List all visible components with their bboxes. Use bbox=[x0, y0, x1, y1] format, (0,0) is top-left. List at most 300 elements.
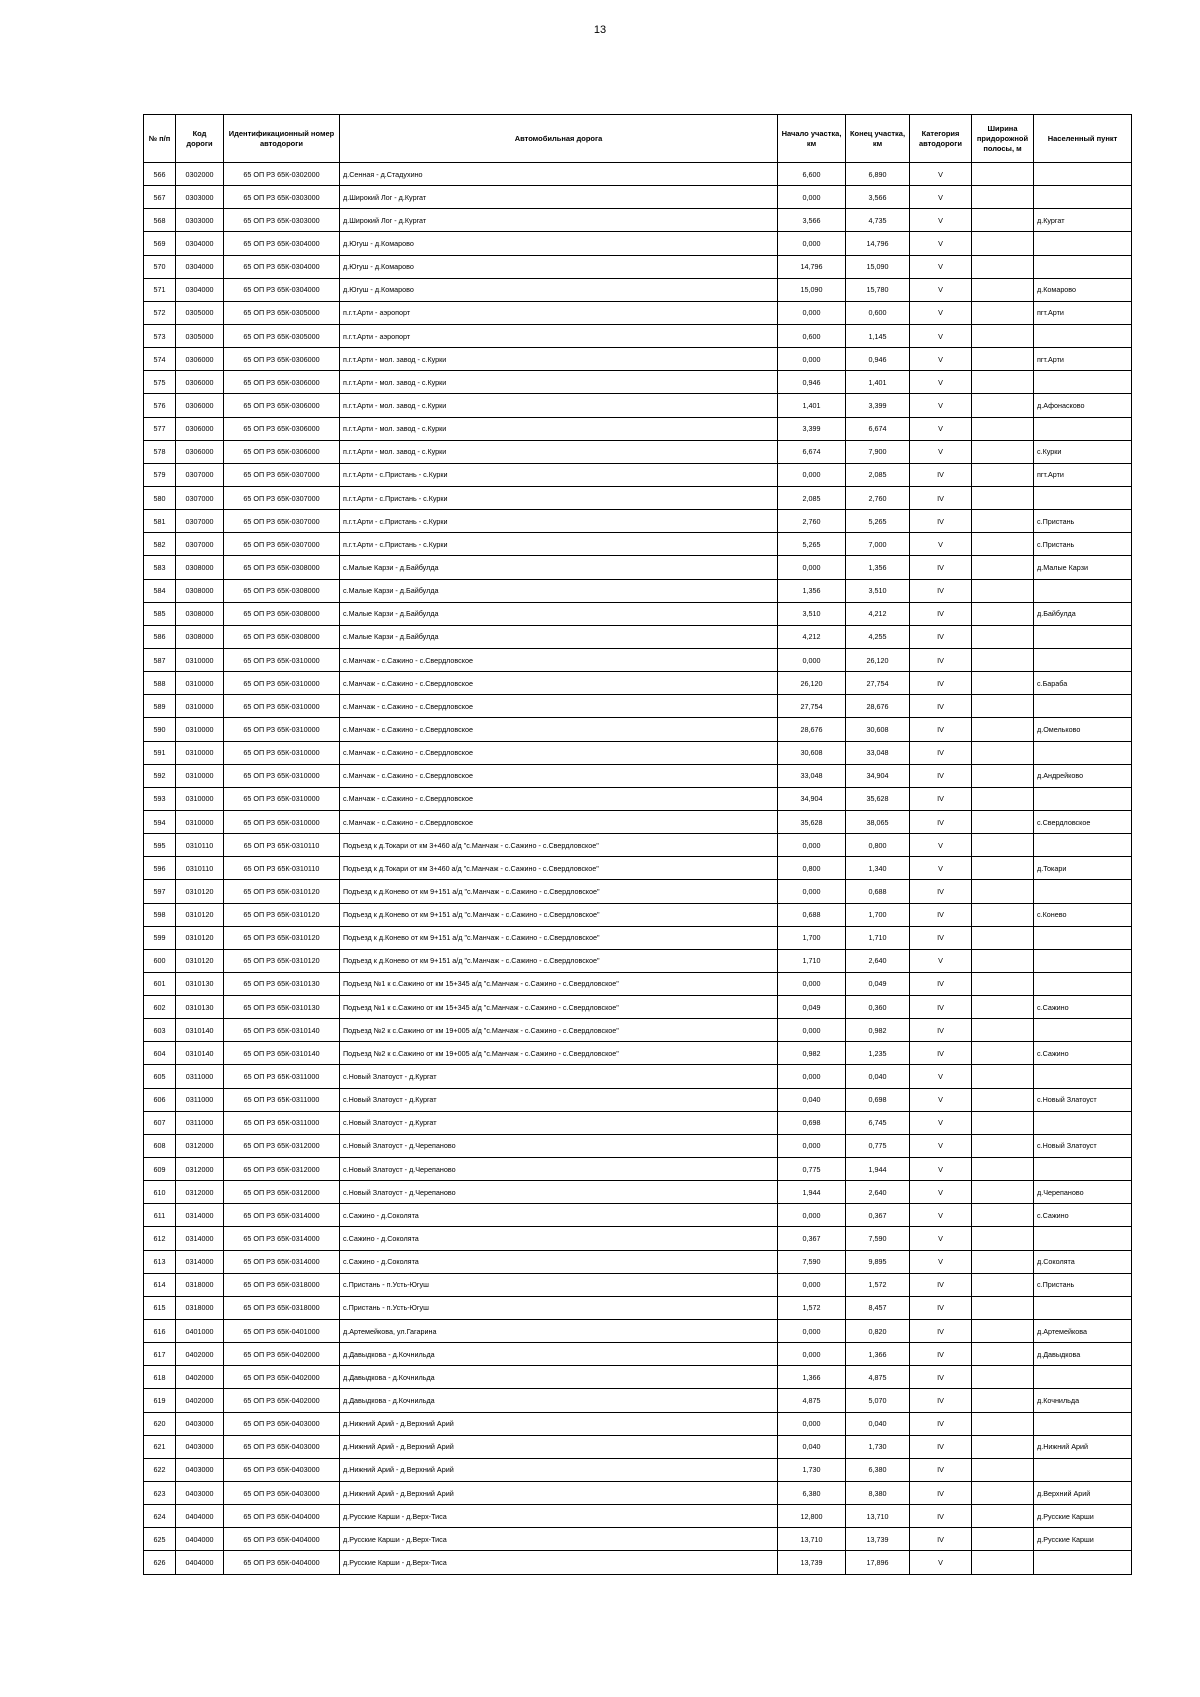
cell-settlement: д.Соколята bbox=[1034, 1250, 1132, 1273]
cell-road-id: 65 ОП РЗ 65К-0307000 bbox=[224, 463, 340, 486]
cell-road-id: 65 ОП РЗ 65К-0401000 bbox=[224, 1320, 340, 1343]
cell-settlement bbox=[1034, 1296, 1132, 1319]
cell-category: V bbox=[910, 1158, 972, 1181]
cell-roadside-width bbox=[972, 648, 1034, 671]
cell-end-km: 14,796 bbox=[846, 232, 910, 255]
cell-roadside-width bbox=[972, 926, 1034, 949]
cell-road-name: п.г.т.Арти - с.Пристань - с.Курки bbox=[340, 533, 778, 556]
cell-category: V bbox=[910, 232, 972, 255]
cell-road-code: 0303000 bbox=[176, 209, 224, 232]
cell-road-id: 65 ОП РЗ 65К-0310120 bbox=[224, 880, 340, 903]
cell-road-name: д.Широкий Лог - д.Кургат bbox=[340, 186, 778, 209]
cell-start-km: 35,628 bbox=[778, 810, 846, 833]
cell-road-id: 65 ОП РЗ 65К-0310000 bbox=[224, 810, 340, 833]
table-row bbox=[144, 996, 1132, 1019]
cell-road-name: Подъезд к д.Конево от км 9+151 а/д "с.Манчаж - с.Сажино - с.Свердловское" bbox=[340, 949, 778, 972]
cell-road-id: 65 ОП РЗ 65К-0304000 bbox=[224, 255, 340, 278]
cell-end-km: 2,085 bbox=[846, 463, 910, 486]
cell-row-number: 615 bbox=[144, 1296, 176, 1319]
cell-start-km: 30,608 bbox=[778, 741, 846, 764]
cell-row-number: 625 bbox=[144, 1528, 176, 1551]
cell-end-km: 3,510 bbox=[846, 579, 910, 602]
cell-settlement bbox=[1034, 880, 1132, 903]
cell-category: IV bbox=[910, 810, 972, 833]
cell-end-km: 1,356 bbox=[846, 556, 910, 579]
cell-roadside-width bbox=[972, 949, 1034, 972]
cell-row-number: 603 bbox=[144, 1019, 176, 1042]
cell-start-km: 2,760 bbox=[778, 510, 846, 533]
cell-road-id: 65 ОП РЗ 65К-0310130 bbox=[224, 996, 340, 1019]
cell-road-id: 65 ОП РЗ 65К-0403000 bbox=[224, 1435, 340, 1458]
cell-settlement: с.Сажино bbox=[1034, 1204, 1132, 1227]
cell-category: IV bbox=[910, 926, 972, 949]
table-row bbox=[144, 880, 1132, 903]
table-row bbox=[144, 533, 1132, 556]
cell-roadside-width bbox=[972, 764, 1034, 787]
cell-end-km: 0,698 bbox=[846, 1088, 910, 1111]
table-row bbox=[144, 232, 1132, 255]
table-row bbox=[144, 1458, 1132, 1481]
cell-roadside-width bbox=[972, 1227, 1034, 1250]
cell-roadside-width bbox=[972, 1551, 1034, 1574]
cell-settlement bbox=[1034, 1227, 1132, 1250]
cell-end-km: 38,065 bbox=[846, 810, 910, 833]
cell-road-id: 65 ОП РЗ 65К-0402000 bbox=[224, 1389, 340, 1412]
cell-end-km: 0,367 bbox=[846, 1204, 910, 1227]
cell-category: IV bbox=[910, 510, 972, 533]
cell-row-number: 586 bbox=[144, 625, 176, 648]
cell-start-km: 28,676 bbox=[778, 718, 846, 741]
cell-end-km: 0,820 bbox=[846, 1320, 910, 1343]
table-row bbox=[144, 255, 1132, 278]
cell-roadside-width bbox=[972, 996, 1034, 1019]
cell-end-km: 7,590 bbox=[846, 1227, 910, 1250]
table-row bbox=[144, 1019, 1132, 1042]
cell-roadside-width bbox=[972, 1134, 1034, 1157]
cell-road-name: с.Манчаж - с.Сажино - с.Свердловское bbox=[340, 764, 778, 787]
cell-row-number: 622 bbox=[144, 1458, 176, 1481]
table-row bbox=[144, 695, 1132, 718]
cell-settlement: д.Русские Карши bbox=[1034, 1528, 1132, 1551]
cell-road-name: с.Сажино - д.Соколята bbox=[340, 1227, 778, 1250]
cell-start-km: 1,730 bbox=[778, 1458, 846, 1481]
cell-row-number: 607 bbox=[144, 1111, 176, 1134]
cell-road-id: 65 ОП РЗ 65К-0303000 bbox=[224, 209, 340, 232]
cell-road-id: 65 ОП РЗ 65К-0403000 bbox=[224, 1482, 340, 1505]
cell-road-id: 65 ОП РЗ 65К-0404000 bbox=[224, 1528, 340, 1551]
cell-road-id: 65 ОП РЗ 65К-0312000 bbox=[224, 1134, 340, 1157]
cell-end-km: 13,710 bbox=[846, 1505, 910, 1528]
table-row bbox=[144, 672, 1132, 695]
cell-category: V bbox=[910, 949, 972, 972]
cell-row-number: 624 bbox=[144, 1505, 176, 1528]
cell-road-id: 65 ОП РЗ 65К-0310130 bbox=[224, 972, 340, 995]
cell-road-id: 65 ОП РЗ 65К-0310000 bbox=[224, 648, 340, 671]
cell-category: IV bbox=[910, 1296, 972, 1319]
cell-row-number: 591 bbox=[144, 741, 176, 764]
cell-road-code: 0402000 bbox=[176, 1366, 224, 1389]
cell-start-km: 0,000 bbox=[778, 972, 846, 995]
cell-row-number: 620 bbox=[144, 1412, 176, 1435]
header-settlement: Населенный пункт bbox=[1034, 115, 1132, 163]
cell-road-name: п.г.т.Арти - мол. завод - с.Курки bbox=[340, 348, 778, 371]
cell-road-code: 0310000 bbox=[176, 672, 224, 695]
cell-road-name: с.Новый Златоуст - д.Кургат bbox=[340, 1111, 778, 1134]
cell-start-km: 0,800 bbox=[778, 857, 846, 880]
cell-road-code: 0308000 bbox=[176, 602, 224, 625]
cell-settlement bbox=[1034, 163, 1132, 186]
cell-row-number: 599 bbox=[144, 926, 176, 949]
table-row bbox=[144, 1435, 1132, 1458]
cell-road-name: д.Югуш - д.Комарово bbox=[340, 232, 778, 255]
cell-category: V bbox=[910, 1250, 972, 1273]
table-row bbox=[144, 972, 1132, 995]
cell-row-number: 611 bbox=[144, 1204, 176, 1227]
cell-roadside-width bbox=[972, 602, 1034, 625]
cell-start-km: 0,000 bbox=[778, 556, 846, 579]
cell-category: V bbox=[910, 1551, 972, 1574]
cell-road-id: 65 ОП РЗ 65К-0404000 bbox=[224, 1551, 340, 1574]
cell-row-number: 592 bbox=[144, 764, 176, 787]
table-row bbox=[144, 1505, 1132, 1528]
table-row bbox=[144, 1111, 1132, 1134]
cell-road-code: 0401000 bbox=[176, 1320, 224, 1343]
cell-end-km: 15,090 bbox=[846, 255, 910, 278]
cell-road-name: с.Малые Карзи - д.Байбулда bbox=[340, 556, 778, 579]
cell-settlement: д.Верхний Арий bbox=[1034, 1482, 1132, 1505]
cell-row-number: 609 bbox=[144, 1158, 176, 1181]
cell-road-code: 0310000 bbox=[176, 648, 224, 671]
cell-category: IV bbox=[910, 579, 972, 602]
cell-road-code: 0310130 bbox=[176, 972, 224, 995]
cell-end-km: 1,572 bbox=[846, 1273, 910, 1296]
cell-end-km: 1,944 bbox=[846, 1158, 910, 1181]
cell-category: V bbox=[910, 1204, 972, 1227]
cell-settlement: д.Кочнильда bbox=[1034, 1389, 1132, 1412]
table-row bbox=[144, 625, 1132, 648]
cell-roadside-width bbox=[972, 510, 1034, 533]
cell-end-km: 0,360 bbox=[846, 996, 910, 1019]
cell-road-code: 0314000 bbox=[176, 1250, 224, 1273]
cell-settlement: пгт.Арти bbox=[1034, 301, 1132, 324]
cell-settlement: д.Андрейково bbox=[1034, 764, 1132, 787]
cell-road-code: 0310000 bbox=[176, 810, 224, 833]
cell-road-code: 0311000 bbox=[176, 1065, 224, 1088]
table-row bbox=[144, 857, 1132, 880]
cell-roadside-width bbox=[972, 880, 1034, 903]
table-row bbox=[144, 301, 1132, 324]
cell-category: V bbox=[910, 1111, 972, 1134]
cell-row-number: 590 bbox=[144, 718, 176, 741]
cell-end-km: 4,735 bbox=[846, 209, 910, 232]
cell-road-name: Подъезд к д.Конево от км 9+151 а/д "с.Манчаж - с.Сажино - с.Свердловское" bbox=[340, 926, 778, 949]
cell-road-name: д.Давыдкова - д.Кочнильда bbox=[340, 1366, 778, 1389]
table-row bbox=[144, 186, 1132, 209]
cell-road-code: 0308000 bbox=[176, 579, 224, 602]
table-row bbox=[144, 324, 1132, 347]
cell-end-km: 4,212 bbox=[846, 602, 910, 625]
cell-end-km: 0,946 bbox=[846, 348, 910, 371]
cell-end-km: 8,380 bbox=[846, 1482, 910, 1505]
cell-road-name: д.Давыдкова - д.Кочнильда bbox=[340, 1343, 778, 1366]
cell-row-number: 619 bbox=[144, 1389, 176, 1412]
cell-settlement: д.Артемейкова bbox=[1034, 1320, 1132, 1343]
cell-road-id: 65 ОП РЗ 65К-0403000 bbox=[224, 1458, 340, 1481]
table-row bbox=[144, 510, 1132, 533]
cell-road-name: с.Малые Карзи - д.Байбулда bbox=[340, 579, 778, 602]
cell-row-number: 583 bbox=[144, 556, 176, 579]
cell-category: IV bbox=[910, 625, 972, 648]
cell-road-name: д.Русские Карши - д.Верх-Тиса bbox=[340, 1528, 778, 1551]
cell-road-name: п.г.т.Арти - мол. завод - с.Курки bbox=[340, 440, 778, 463]
cell-row-number: 602 bbox=[144, 996, 176, 1019]
cell-category: IV bbox=[910, 1505, 972, 1528]
cell-row-number: 573 bbox=[144, 324, 176, 347]
header-road-id: Идентификационный номер автодороги bbox=[224, 115, 340, 163]
cell-category: IV bbox=[910, 1042, 972, 1065]
cell-roadside-width bbox=[972, 255, 1034, 278]
cell-start-km: 0,000 bbox=[778, 1134, 846, 1157]
table-row bbox=[144, 278, 1132, 301]
cell-end-km: 6,380 bbox=[846, 1458, 910, 1481]
cell-roadside-width bbox=[972, 417, 1034, 440]
cell-category: IV bbox=[910, 463, 972, 486]
cell-road-name: с.Новый Златоуст - д.Кургат bbox=[340, 1065, 778, 1088]
table-row bbox=[144, 1181, 1132, 1204]
cell-category: IV bbox=[910, 972, 972, 995]
cell-category: IV bbox=[910, 1482, 972, 1505]
table-row bbox=[144, 1134, 1132, 1157]
cell-end-km: 5,265 bbox=[846, 510, 910, 533]
cell-category: IV bbox=[910, 602, 972, 625]
cell-roadside-width bbox=[972, 440, 1034, 463]
cell-roadside-width bbox=[972, 903, 1034, 926]
cell-road-name: с.Манчаж - с.Сажино - с.Свердловское bbox=[340, 810, 778, 833]
cell-row-number: 572 bbox=[144, 301, 176, 324]
cell-road-name: с.Новый Златоуст - д.Черепаново bbox=[340, 1181, 778, 1204]
cell-settlement: д.Байбулда bbox=[1034, 602, 1132, 625]
table-row bbox=[144, 417, 1132, 440]
cell-settlement: с.Курки bbox=[1034, 440, 1132, 463]
cell-road-id: 65 ОП РЗ 65К-0310000 bbox=[224, 787, 340, 810]
cell-row-number: 612 bbox=[144, 1227, 176, 1250]
table-row bbox=[144, 1042, 1132, 1065]
cell-road-code: 0304000 bbox=[176, 232, 224, 255]
cell-roadside-width bbox=[972, 1528, 1034, 1551]
cell-road-code: 0404000 bbox=[176, 1551, 224, 1574]
cell-road-name: с.Малые Карзи - д.Байбулда bbox=[340, 625, 778, 648]
cell-settlement bbox=[1034, 486, 1132, 509]
cell-road-id: 65 ОП РЗ 65К-0310000 bbox=[224, 718, 340, 741]
cell-start-km: 2,085 bbox=[778, 486, 846, 509]
cell-road-code: 0304000 bbox=[176, 278, 224, 301]
table-row bbox=[144, 1065, 1132, 1088]
cell-road-code: 0306000 bbox=[176, 394, 224, 417]
cell-road-id: 65 ОП РЗ 65К-0307000 bbox=[224, 486, 340, 509]
cell-road-id: 65 ОП РЗ 65К-0402000 bbox=[224, 1366, 340, 1389]
cell-roadside-width bbox=[972, 1250, 1034, 1273]
cell-road-code: 0303000 bbox=[176, 186, 224, 209]
cell-road-code: 0310120 bbox=[176, 949, 224, 972]
cell-row-number: 606 bbox=[144, 1088, 176, 1111]
cell-road-name: Подъезд к д.Токари от км 3+460 а/д "с.Манчаж - с.Сажино - с.Свердловское" bbox=[340, 857, 778, 880]
cell-road-name: Подъезд №1 к с.Сажино от км 15+345 а/д "с.Манчаж - с.Сажино - с.Свердловское" bbox=[340, 996, 778, 1019]
cell-end-km: 0,800 bbox=[846, 834, 910, 857]
cell-road-code: 0403000 bbox=[176, 1435, 224, 1458]
cell-end-km: 7,000 bbox=[846, 533, 910, 556]
cell-roadside-width bbox=[972, 1042, 1034, 1065]
cell-settlement: с.Сажино bbox=[1034, 996, 1132, 1019]
cell-category: V bbox=[910, 278, 972, 301]
cell-road-code: 0310130 bbox=[176, 996, 224, 1019]
cell-road-code: 0308000 bbox=[176, 625, 224, 648]
cell-road-id: 65 ОП РЗ 65К-0305000 bbox=[224, 301, 340, 324]
cell-end-km: 1,340 bbox=[846, 857, 910, 880]
cell-road-code: 0307000 bbox=[176, 533, 224, 556]
table-row bbox=[144, 1482, 1132, 1505]
cell-roadside-width bbox=[972, 301, 1034, 324]
cell-road-code: 0312000 bbox=[176, 1158, 224, 1181]
cell-roadside-width bbox=[972, 834, 1034, 857]
table-row bbox=[144, 556, 1132, 579]
cell-start-km: 15,090 bbox=[778, 278, 846, 301]
cell-row-number: 596 bbox=[144, 857, 176, 880]
cell-start-km: 3,566 bbox=[778, 209, 846, 232]
cell-road-code: 0304000 bbox=[176, 255, 224, 278]
cell-road-code: 0402000 bbox=[176, 1389, 224, 1412]
cell-settlement: д.Афонасково bbox=[1034, 394, 1132, 417]
cell-start-km: 0,000 bbox=[778, 186, 846, 209]
cell-row-number: 588 bbox=[144, 672, 176, 695]
cell-category: V bbox=[910, 348, 972, 371]
cell-end-km: 17,896 bbox=[846, 1551, 910, 1574]
cell-road-name: с.Новый Златоуст - д.Черепаново bbox=[340, 1158, 778, 1181]
cell-road-name: Подъезд к д.Конево от км 9+151 а/д "с.Манчаж - с.Сажино - с.Свердловское" bbox=[340, 880, 778, 903]
cell-start-km: 1,366 bbox=[778, 1366, 846, 1389]
cell-category: IV bbox=[910, 1273, 972, 1296]
cell-roadside-width bbox=[972, 556, 1034, 579]
cell-row-number: 574 bbox=[144, 348, 176, 371]
cell-road-name: п.г.т.Арти - мол. завод - с.Курки bbox=[340, 417, 778, 440]
cell-road-id: 65 ОП РЗ 65К-0303000 bbox=[224, 186, 340, 209]
cell-roadside-width bbox=[972, 1320, 1034, 1343]
cell-settlement: с.Конево bbox=[1034, 903, 1132, 926]
cell-road-name: п.г.т.Арти - мол. завод - с.Курки bbox=[340, 394, 778, 417]
cell-row-number: 576 bbox=[144, 394, 176, 417]
cell-road-code: 0312000 bbox=[176, 1134, 224, 1157]
cell-end-km: 6,890 bbox=[846, 163, 910, 186]
cell-start-km: 0,000 bbox=[778, 1019, 846, 1042]
cell-road-code: 0306000 bbox=[176, 371, 224, 394]
cell-start-km: 0,946 bbox=[778, 371, 846, 394]
cell-settlement bbox=[1034, 255, 1132, 278]
cell-row-number: 595 bbox=[144, 834, 176, 857]
cell-roadside-width bbox=[972, 741, 1034, 764]
cell-road-code: 0310000 bbox=[176, 787, 224, 810]
cell-road-id: 65 ОП РЗ 65К-0318000 bbox=[224, 1273, 340, 1296]
cell-category: V bbox=[910, 834, 972, 857]
cell-start-km: 0,000 bbox=[778, 880, 846, 903]
cell-end-km: 1,710 bbox=[846, 926, 910, 949]
cell-road-name: д.Артемейкова, ул.Гагарина bbox=[340, 1320, 778, 1343]
cell-road-name: с.Пристань - п.Усть-Югуш bbox=[340, 1273, 778, 1296]
cell-road-code: 0306000 bbox=[176, 417, 224, 440]
cell-settlement: с.Свердловское bbox=[1034, 810, 1132, 833]
cell-roadside-width bbox=[972, 232, 1034, 255]
cell-row-number: 571 bbox=[144, 278, 176, 301]
cell-settlement bbox=[1034, 232, 1132, 255]
cell-start-km: 12,800 bbox=[778, 1505, 846, 1528]
cell-road-code: 0402000 bbox=[176, 1343, 224, 1366]
cell-start-km: 3,510 bbox=[778, 602, 846, 625]
cell-road-id: 65 ОП РЗ 65К-0306000 bbox=[224, 394, 340, 417]
cell-roadside-width bbox=[972, 348, 1034, 371]
cell-roadside-width bbox=[972, 1088, 1034, 1111]
table-row bbox=[144, 1412, 1132, 1435]
cell-end-km: 15,780 bbox=[846, 278, 910, 301]
table-row bbox=[144, 1296, 1132, 1319]
cell-road-name: д.Нижний Арий - д.Верхний Арий bbox=[340, 1458, 778, 1481]
cell-row-number: 570 bbox=[144, 255, 176, 278]
cell-road-name: д.Широкий Лог - д.Кургат bbox=[340, 209, 778, 232]
cell-category: IV bbox=[910, 1389, 972, 1412]
cell-road-code: 0310110 bbox=[176, 857, 224, 880]
cell-roadside-width bbox=[972, 1505, 1034, 1528]
cell-category: IV bbox=[910, 1412, 972, 1435]
cell-category: IV bbox=[910, 787, 972, 810]
table-row bbox=[144, 602, 1132, 625]
cell-road-code: 0312000 bbox=[176, 1181, 224, 1204]
cell-end-km: 4,875 bbox=[846, 1366, 910, 1389]
cell-category: IV bbox=[910, 1019, 972, 1042]
cell-roadside-width bbox=[972, 810, 1034, 833]
cell-start-km: 4,875 bbox=[778, 1389, 846, 1412]
cell-end-km: 8,457 bbox=[846, 1296, 910, 1319]
cell-start-km: 1,401 bbox=[778, 394, 846, 417]
cell-settlement bbox=[1034, 1158, 1132, 1181]
cell-start-km: 0,000 bbox=[778, 348, 846, 371]
cell-road-id: 65 ОП РЗ 65К-0306000 bbox=[224, 371, 340, 394]
cell-road-id: 65 ОП РЗ 65К-0308000 bbox=[224, 579, 340, 602]
cell-start-km: 4,212 bbox=[778, 625, 846, 648]
cell-settlement: д.Давыдкова bbox=[1034, 1343, 1132, 1366]
table-row bbox=[144, 1204, 1132, 1227]
cell-settlement bbox=[1034, 324, 1132, 347]
cell-settlement bbox=[1034, 787, 1132, 810]
cell-road-name: д.Сенная - д.Стадухино bbox=[340, 163, 778, 186]
cell-settlement bbox=[1034, 972, 1132, 995]
cell-road-id: 65 ОП РЗ 65К-0310120 bbox=[224, 949, 340, 972]
cell-road-id: 65 ОП РЗ 65К-0404000 bbox=[224, 1505, 340, 1528]
cell-row-number: 568 bbox=[144, 209, 176, 232]
cell-start-km: 0,000 bbox=[778, 648, 846, 671]
cell-road-id: 65 ОП РЗ 65К-0403000 bbox=[224, 1412, 340, 1435]
cell-row-number: 617 bbox=[144, 1343, 176, 1366]
page-number: 13 bbox=[593, 24, 607, 36]
cell-road-code: 0310000 bbox=[176, 695, 224, 718]
cell-road-name: д.Нижний Арий - д.Верхний Арий bbox=[340, 1435, 778, 1458]
cell-start-km: 0,000 bbox=[778, 463, 846, 486]
header-road-code: Код дороги bbox=[176, 115, 224, 163]
cell-end-km: 0,040 bbox=[846, 1412, 910, 1435]
cell-category: V bbox=[910, 533, 972, 556]
cell-start-km: 13,739 bbox=[778, 1551, 846, 1574]
cell-settlement: с.Пристань bbox=[1034, 533, 1132, 556]
cell-start-km: 0,000 bbox=[778, 1273, 846, 1296]
cell-settlement bbox=[1034, 1065, 1132, 1088]
cell-road-name: с.Манчаж - с.Сажино - с.Свердловское bbox=[340, 695, 778, 718]
cell-start-km: 0,040 bbox=[778, 1435, 846, 1458]
